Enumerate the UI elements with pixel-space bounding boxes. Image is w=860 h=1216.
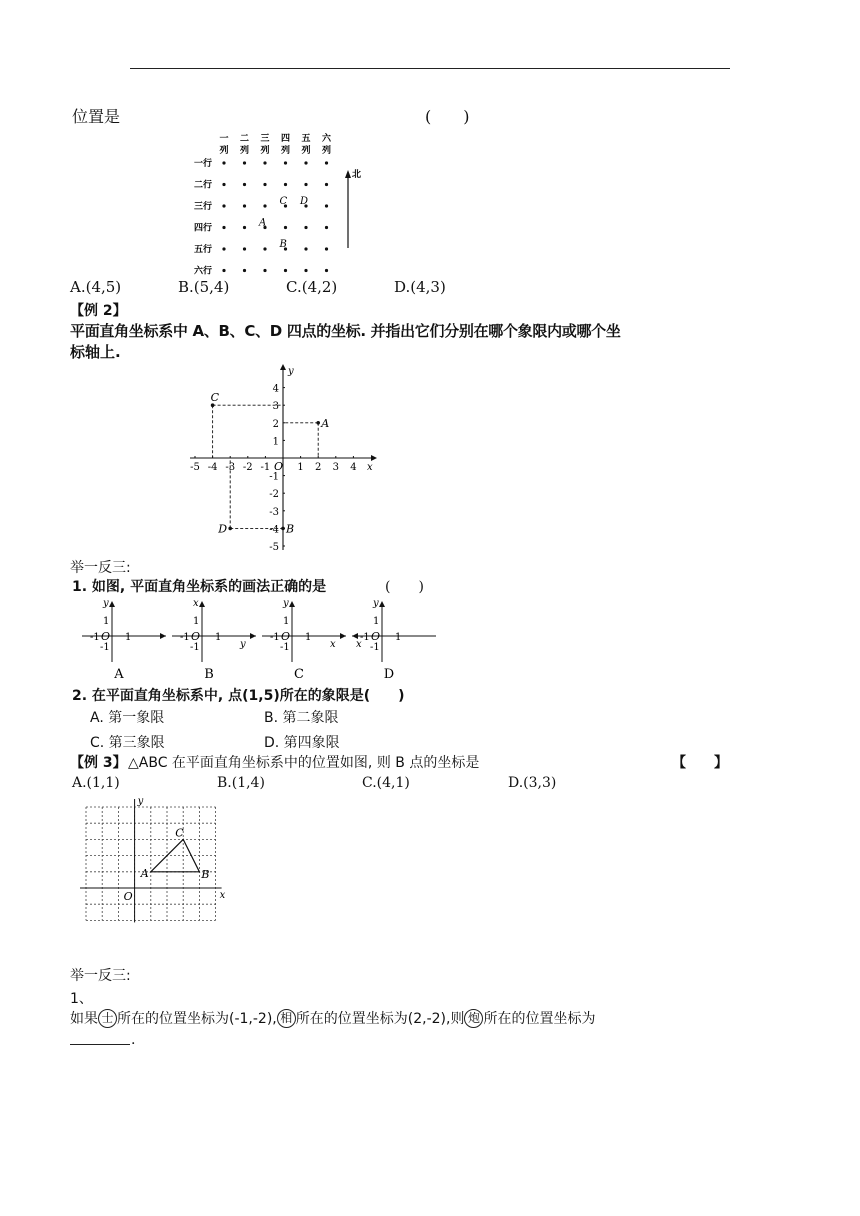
x-axis-arrow	[371, 455, 377, 461]
grid-dot	[263, 204, 266, 207]
panel-option-label: C	[294, 667, 304, 682]
origin-label: O	[274, 460, 284, 473]
panel-tick-label: 1	[395, 632, 402, 643]
panel-right-arrow	[160, 633, 166, 639]
x-tick-label: 2	[315, 462, 322, 473]
grid-dot	[325, 161, 328, 164]
q2-option-d[interactable]: D. 第四象限	[264, 735, 340, 751]
panel-tick-label: 1	[305, 632, 312, 643]
grid-dot	[243, 161, 246, 164]
grid-col-label: 列	[280, 146, 291, 156]
chess-piece-shi-icon: 士	[98, 1009, 117, 1028]
grid-col-label: 三	[260, 134, 270, 144]
grid-dot	[243, 204, 246, 207]
panel-tick-label: -1	[270, 632, 280, 643]
panel-option-label: B	[204, 667, 214, 682]
point-label: A	[140, 866, 149, 880]
ex3-option-b[interactable]: B.(1,4)	[217, 775, 265, 791]
x-tick-label: -5	[190, 462, 200, 473]
grid-dot	[284, 226, 287, 229]
panel-tick-label: -1	[90, 632, 100, 643]
practice2-question	[70, 1008, 710, 1030]
grid-dot	[222, 226, 225, 229]
grid-row-label: 四行	[194, 223, 213, 234]
panel-tick-label: -1	[190, 642, 200, 653]
grid-col-label: 列	[301, 146, 311, 156]
panel-tick-label: 1	[103, 616, 110, 627]
coordinate-plane-figure	[185, 362, 380, 555]
point-label: B	[201, 867, 210, 881]
panel-right-arrow	[250, 633, 256, 639]
panel-origin-label: O	[281, 630, 291, 643]
practice1-q1-paren: ( )	[385, 579, 424, 595]
panel-tick-label: 1	[125, 632, 132, 643]
q2-option-c[interactable]: C. 第三象限	[90, 735, 165, 751]
grid-dot	[304, 161, 307, 164]
panel-tick-label: 1	[373, 616, 380, 627]
header-rule	[130, 68, 730, 69]
panel-origin-label: O	[371, 630, 381, 643]
q1-options	[70, 278, 590, 300]
grid-dot	[284, 269, 287, 272]
grid-dot	[304, 269, 307, 272]
point-label: B	[286, 522, 295, 536]
panel-tick-label: -1	[100, 642, 110, 653]
panel-tick-label: 1	[193, 616, 200, 627]
seating-grid-figure	[190, 130, 370, 280]
practice2-text-c: 所在的位置坐标为(2,-2),则	[295, 1011, 465, 1027]
practice2-heading: 举一反三:	[70, 968, 131, 984]
grid-dot	[243, 269, 246, 272]
ex3-options	[72, 775, 592, 795]
x-axis-label: x	[367, 462, 373, 473]
practice2-number: 1、	[70, 991, 93, 1007]
chess-piece-xiang-icon: 相	[277, 1009, 296, 1028]
q1-option-d[interactable]: D.(4,3)	[394, 278, 446, 296]
grid-row-label: 二行	[194, 180, 213, 191]
q1-option-b[interactable]: B.(5,4)	[178, 278, 230, 296]
y-tick-label: 4	[272, 383, 279, 395]
grid-dot	[263, 161, 266, 164]
x-tick-label: -2	[242, 462, 253, 473]
ex3-option-c[interactable]: C.(4,1)	[362, 775, 410, 791]
ex3-bracket: 【 】	[672, 755, 728, 771]
grid-dot	[222, 269, 225, 272]
y-axis-label: y	[288, 366, 294, 377]
plotted-point	[316, 421, 320, 425]
q1-option-a[interactable]: A.(4,5)	[70, 278, 122, 296]
grid-dot	[222, 204, 225, 207]
x-tick-label: 4	[350, 462, 357, 473]
grid-col-label: 一	[219, 134, 229, 144]
panel-origin-label: O	[101, 630, 111, 643]
panel-side-axis-label: y	[240, 639, 246, 650]
grid-dot	[325, 269, 328, 272]
y-tick-label: -4	[269, 524, 279, 536]
grid-col-label: 列	[219, 146, 229, 156]
grid-dot	[243, 226, 246, 229]
grid-point-label: C	[279, 196, 288, 207]
q2-option-a[interactable]: A. 第一象限	[90, 710, 165, 726]
grid-point-label: B	[279, 239, 287, 250]
x-tick-label: -4	[207, 462, 218, 473]
panel-tick-label: -1	[180, 632, 190, 643]
practice1-q2: 2. 在平面直角坐标系中, 点(1,5)所在的象限是( )	[72, 688, 405, 704]
north-label: 北	[352, 170, 362, 180]
panel-side-axis-label: x	[356, 639, 362, 650]
point-label: C	[175, 826, 184, 840]
ex2-tag: 【例 2】	[70, 303, 127, 319]
grid-dot	[304, 247, 307, 250]
y-tick-label: -1	[269, 471, 279, 483]
q2-option-b[interactable]: B. 第二象限	[264, 710, 339, 726]
practice2-tail: .	[131, 1032, 136, 1048]
ex3-option-a[interactable]: A.(1,1)	[72, 775, 120, 791]
grid-dot	[222, 183, 225, 186]
grid-col-label: 六	[321, 134, 332, 144]
grid-row-label: 三行	[194, 202, 213, 212]
panel-right-arrow	[340, 633, 346, 639]
ex3-text: △ABC 在平面直角坐标系中的位置如图, 则 B 点的坐标是	[128, 755, 480, 771]
q1-option-c[interactable]: C.(4,2)	[286, 278, 338, 296]
north-arrow-head	[345, 170, 351, 178]
y-tick-label: -3	[269, 506, 279, 518]
grid-col-label: 五	[301, 134, 311, 144]
practice2-text-d: 所在的位置坐标为	[483, 1011, 596, 1027]
point-label: D	[218, 522, 228, 536]
panel-side-axis-label: x	[330, 639, 336, 650]
panel-option-label: D	[383, 667, 395, 682]
practice2-text-b: 所在的位置坐标为(-1,-2),	[117, 1011, 277, 1027]
x-tick-label: -1	[260, 462, 271, 473]
grid-row-label: 五行	[194, 245, 213, 255]
grid-dot	[304, 226, 307, 229]
panel-top-axis-label: y	[103, 598, 109, 609]
x-tick-label: 1	[297, 462, 304, 473]
grid-dot	[263, 247, 266, 250]
grid-dot	[325, 247, 328, 250]
x-tick-label: 3	[332, 462, 339, 473]
x-axis-label: x	[219, 890, 226, 901]
y-tick-label: -5	[269, 542, 279, 553]
grid-col-label: 二	[239, 134, 250, 144]
plotted-point	[228, 527, 232, 531]
grid-point-label: A	[259, 217, 267, 229]
q1-stem: 位置是	[72, 107, 121, 126]
grid-col-label: 四	[280, 134, 291, 144]
grid-col-label: 列	[260, 146, 270, 156]
x-tick-label: -3	[225, 462, 236, 473]
y-axis-arrow	[280, 364, 286, 370]
point-label: A	[321, 416, 330, 430]
grid-col-label: 列	[239, 146, 250, 156]
grid-row-label: 一行	[194, 159, 213, 169]
panel-tick-label: 1	[283, 616, 290, 627]
panel-top-axis-label: y	[283, 598, 289, 609]
panel-tick-label: -1	[280, 642, 290, 653]
practice1-q2-options	[90, 707, 490, 753]
grid-dot	[325, 183, 328, 186]
ex3-option-d[interactable]: D.(3,3)	[508, 775, 557, 791]
panel-up-arrow	[199, 601, 205, 607]
ex3-tag: 【例 3】	[70, 755, 127, 771]
triangle-grid-figure	[74, 795, 224, 925]
grid-point-label: D	[300, 196, 309, 207]
grid-dot	[222, 161, 225, 164]
practice1-heading: 举一反三:	[70, 560, 131, 576]
panel-tick-label: 1	[215, 632, 222, 643]
panel-up-arrow	[289, 601, 295, 607]
point-label: C	[210, 391, 220, 405]
ex2-line1: 平面直角坐标系中 A、B、C、D 四点的坐标. 并指出它们分别在哪个象限内或哪个坐	[70, 322, 621, 340]
panel-top-axis-label: y	[373, 598, 379, 609]
origin-label: O	[123, 890, 133, 903]
grid-col-label: 列	[321, 146, 332, 156]
y-tick-label: 1	[272, 436, 279, 448]
q1-answer-paren: ( )	[425, 107, 470, 126]
grid-dot	[325, 204, 328, 207]
grid-dot	[263, 183, 266, 186]
grid-dot	[284, 161, 287, 164]
panel-tick-label: -1	[360, 632, 370, 643]
y-tick-label: -2	[269, 489, 279, 501]
grid-dot	[222, 247, 225, 250]
ex2-line2: 标轴上.	[70, 343, 121, 361]
practice1-q1: 1. 如图, 平面直角坐标系的画法正确的是	[72, 579, 327, 595]
panel-up-arrow	[379, 601, 385, 607]
grid-row-label: 六行	[194, 266, 213, 277]
grid-dot	[243, 183, 246, 186]
y-tick-label: 3	[272, 401, 279, 413]
grid-dot	[263, 269, 266, 272]
panel-tick-label: -1	[370, 642, 380, 653]
grid-dot	[243, 247, 246, 250]
grid-dot	[304, 183, 307, 186]
y-axis-label: y	[137, 796, 144, 807]
grid-dot	[284, 183, 287, 186]
axes-drawing-options-figure	[80, 596, 440, 680]
practice2-text-a: 如果	[70, 1011, 98, 1027]
panel-up-arrow	[109, 601, 115, 607]
y-tick-label: 2	[272, 418, 279, 430]
answer-blank[interactable]	[70, 1044, 130, 1045]
panel-origin-label: O	[191, 630, 201, 643]
panel-top-axis-label: x	[193, 598, 199, 609]
grid-dot	[325, 226, 328, 229]
panel-option-label: A	[114, 667, 124, 682]
chess-piece-pao-icon: 炮	[464, 1009, 483, 1028]
